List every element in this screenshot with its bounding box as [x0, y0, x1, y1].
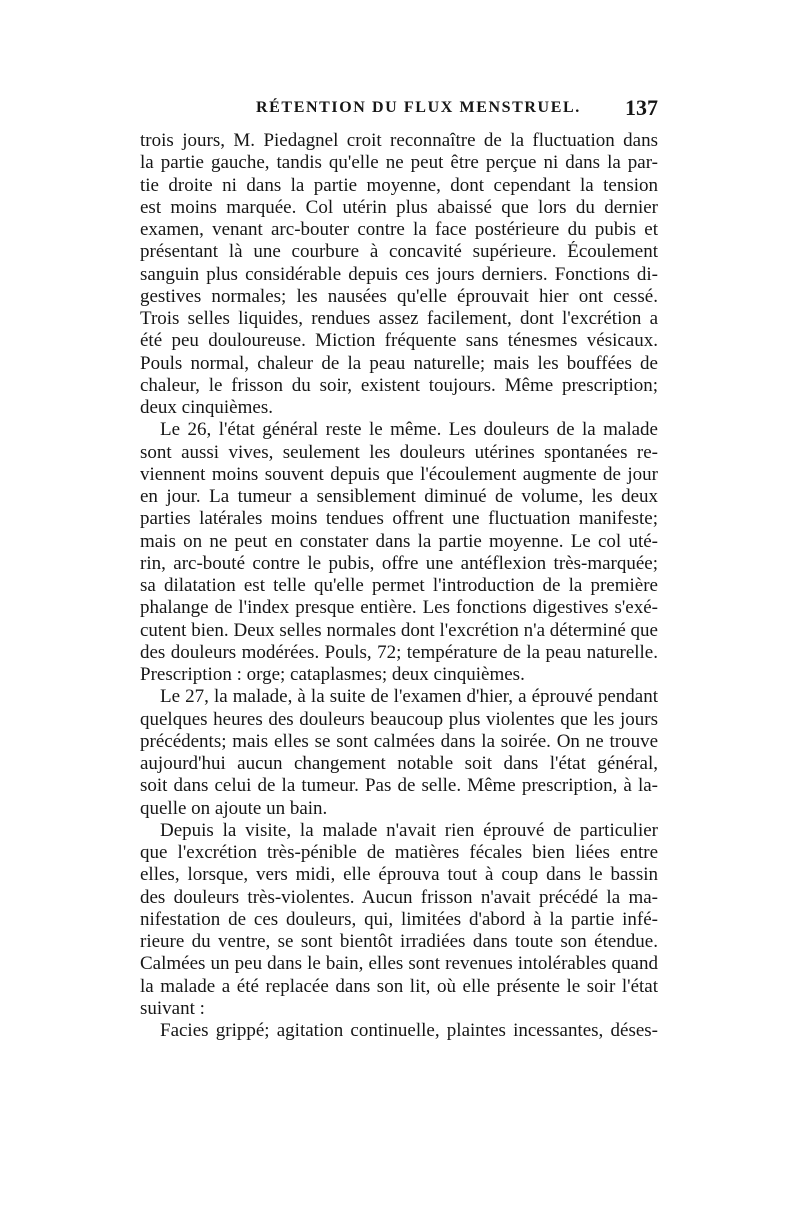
text-line: quelques heures des douleurs beaucoup plus violentes que les jours: [140, 708, 658, 730]
text-line: la partie gauche, tandis qu'elle ne peut être perçue ni dans la par-: [140, 152, 658, 174]
running-head-title: RÉTENTION DU FLUX MENSTRUEL.: [256, 99, 581, 116]
page-number: 137: [625, 95, 658, 120]
text-line: Le 27, la malade, à la suite de l'examen d'hier, a éprouvé pendant: [160, 686, 658, 708]
text-line: nifestation de ces douleurs, qui, limitées d'abord à la partie infé-: [140, 908, 658, 930]
text-line: parties latérales moins tendues offrent une fluctuation manifeste;: [140, 508, 658, 530]
text-line: la malade a été replacée dans son lit, où elle présente le soir l'état: [140, 975, 658, 997]
text-line: Trois selles liquides, rendues assez facilement, dont l'excrétion a: [140, 308, 658, 329]
text-line: viennent moins souvent depuis que l'écoulement augmente de jour: [140, 463, 658, 485]
text-line: est moins marquée. Col utérin plus abaissé que lors du dernier: [140, 196, 658, 218]
text-line: rin, arc-bouté contre le pubis, offre une antéflexion très-marquée;: [140, 552, 658, 574]
text-line: Pouls normal, chaleur de la peau naturelle; mais les bouffées de: [140, 352, 658, 374]
text-line: cutent bien. Deux selles normales dont l'excrétion n'a déterminé que: [140, 619, 658, 641]
text-line: précédents; mais elles se sont calmées dans la soirée. On ne trouve: [140, 730, 658, 752]
text-line: Facies grippé; agitation continuelle, plaintes incessantes, déses-: [160, 1020, 658, 1041]
text-line: sont aussi vives, seulement les douleurs utérines spontanées re-: [140, 441, 658, 463]
text-line: mais on ne peut en constater dans la partie moyenne. Le col uté-: [140, 530, 658, 552]
text-line: quelle on ajoute un bain.: [140, 797, 328, 819]
running-head: [140, 95, 658, 123]
text-line: que l'excrétion très-pénible de matières fécales bien liées entre: [140, 842, 658, 863]
text-line: en jour. La tumeur a sensiblement diminué de volume, les deux: [140, 486, 658, 507]
text-line: rieure du ventre, se sont bientôt irradiées dans toute son étendue.: [140, 931, 658, 952]
text-line: présentant là une courbure à concavité supérieure. Écoulement: [140, 241, 658, 263]
text-line: chaleur, le frisson du soir, existent toujours. Même prescription;: [140, 374, 658, 396]
text-line: elles, lorsque, vers midi, elle éprouva tout à coup dans le bassin: [140, 864, 658, 886]
text-line: des douleurs très-violentes. Aucun frisson n'avait précédé la ma-: [140, 886, 658, 908]
text-line: soit dans celui de la tumeur. Pas de selle. Même prescription, à la-: [140, 775, 658, 797]
text-line: sanguin plus considérable depuis ces jours derniers. Fonctions di-: [140, 263, 658, 285]
text-line: été peu douloureuse. Miction fréquente sans ténesmes vésicaux.: [140, 330, 658, 352]
text-line: aujourd'hui aucun changement notable soit dans l'état général,: [140, 753, 658, 774]
text-line: examen, venant arc-bouter contre la face postérieure du pubis et: [140, 219, 658, 240]
text-line: des douleurs modérées. Pouls, 72; température de la peau naturelle.: [140, 641, 658, 663]
text-line: phalange de l'index presque entière. Les fonctions digestives s'exé-: [140, 597, 658, 619]
text-line: Le 26, l'état général reste le même. Les douleurs de la malade: [160, 419, 658, 441]
text-line: suivant :: [140, 997, 205, 1019]
body-text: [140, 130, 658, 1042]
text-line: deux cinquièmes.: [140, 397, 273, 418]
text-line: Prescription : orge; cataplasmes; deux cinquièmes.: [140, 664, 525, 685]
text-line: gestives normales; les nausées qu'elle éprouvait hier ont cessé.: [140, 285, 658, 307]
text-line: sa dilatation est telle qu'elle permet l'introduction de la première: [140, 575, 658, 596]
text-line: trois jours, M. Piedagnel croit reconnaître de la fluctuation dans: [140, 130, 658, 151]
text-line: Calmées un peu dans le bain, elles sont revenues intolérables quand: [140, 953, 658, 975]
text-line: tie droite ni dans la partie moyenne, dont cependant la tension: [140, 174, 658, 196]
text-line: Depuis la visite, la malade n'avait rien éprouvé de particulier: [160, 819, 658, 841]
